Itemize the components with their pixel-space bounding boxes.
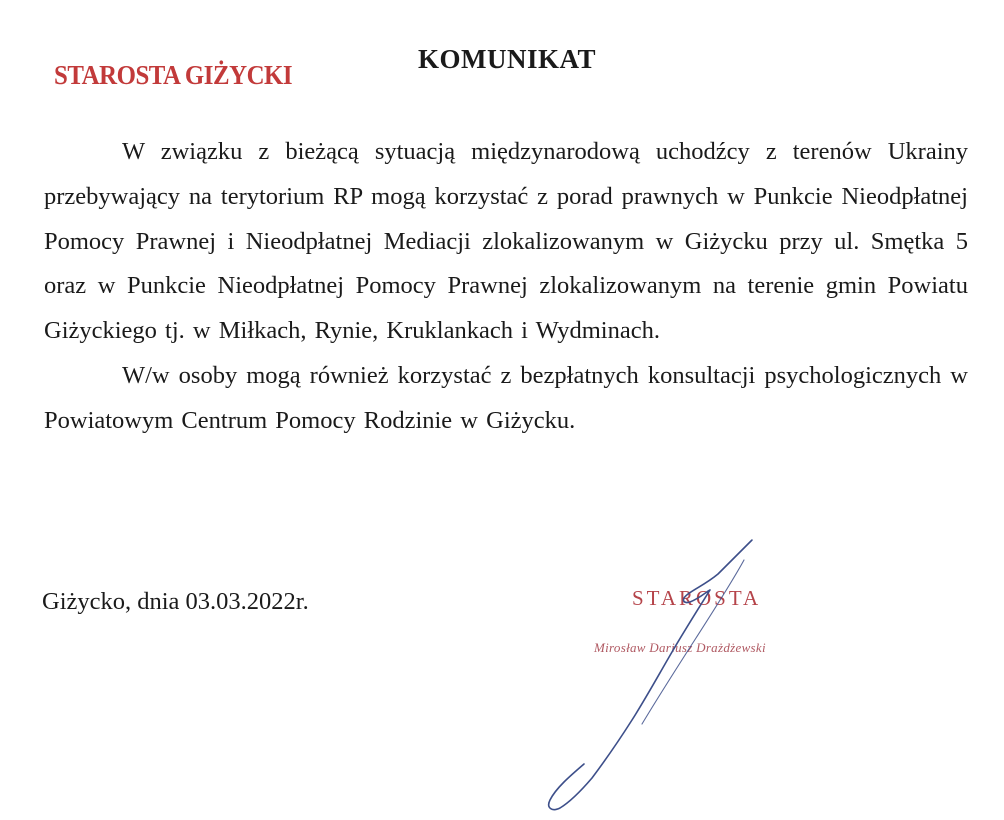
signature-stroke (549, 540, 752, 810)
signature-stamp-name: Mirosław Dariusz Drażdżewski (594, 640, 766, 655)
signature-stamp-title: STAROSTA (632, 586, 762, 610)
date-line: Giżycko, dnia 03.03.2022r. (42, 588, 309, 615)
office-stamp: STAROSTA GIŻYCKI (54, 60, 293, 90)
handwritten-signature (500, 530, 820, 820)
document-body (44, 130, 968, 444)
paragraph-psychological-aid: W/w osoby mogą również korzystać z bezpłatnych konsultacji psychologicznych w Powiatowym Centrum Pomocy Rodzinie w Giżycku. (44, 361, 968, 434)
paragraph-legal-aid: W związku z bieżącą sytuacją międzynarodową uchodźcy z terenów Ukrainy przebywający na terytorium RP mogą korzystać z porad prawnych w Punkcie Nieodpłatnej Pomocy Prawnej i Nieodpłatnej Mediacji zlokalizowanym w Giżycku przy ul. Smętka 5 oraz w Punkcie Nieodpłatnej Pomocy Prawnej zlokalizowanym na terenie gmin Powiatu Giżyckiego tj. w Miłkach, Rynie, Kruklankach i Wydminach. (44, 138, 968, 345)
signature-stroke-2 (642, 560, 744, 724)
document-title: KOMUNIKAT (418, 44, 596, 74)
